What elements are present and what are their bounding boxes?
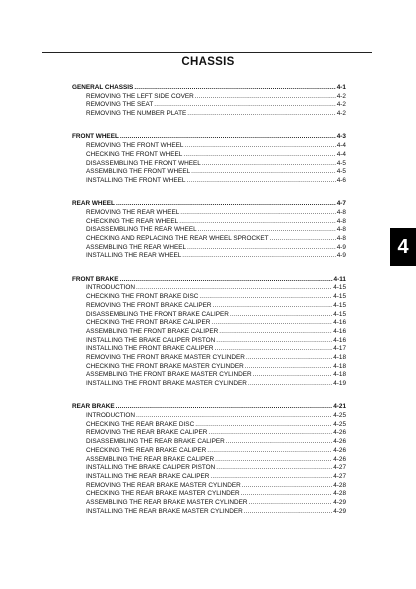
- toc-entry-title: DISASSEMBLING THE REAR BRAKE CALIPER: [86, 438, 225, 446]
- dot-leader: [241, 490, 333, 499]
- toc-entry-title: INSTALLING THE REAR BRAKE CALIPER: [86, 472, 210, 480]
- toc-entry-title: ASSEMBLING THE FRONT WHEEL: [86, 168, 191, 176]
- dot-leader: [184, 142, 335, 151]
- toc-entry[interactable]: [72, 209, 346, 218]
- dot-leader: [244, 508, 332, 517]
- toc-entry-title: REMOVING THE REAR WHEEL: [86, 208, 180, 216]
- toc-entry-page: 4-16: [333, 327, 346, 335]
- toc-entry[interactable]: [72, 302, 346, 311]
- toc-entry[interactable]: [72, 464, 346, 473]
- toc-entry[interactable]: [72, 293, 346, 302]
- toc-entry-page: 4-5: [336, 159, 346, 167]
- toc-entry-page: 4-9: [336, 243, 346, 251]
- toc-entry[interactable]: [72, 226, 346, 235]
- toc-entry-page: 4-25: [333, 420, 346, 428]
- toc-entry-page: 4-2: [336, 110, 346, 118]
- toc-entry-title: CHECKING THE REAR WHEEL: [86, 217, 179, 225]
- dot-leader: [154, 101, 336, 110]
- toc-entry-title: INSTALLING THE REAR WHEEL: [86, 252, 182, 260]
- toc-section-heading[interactable]: [72, 276, 346, 285]
- toc-entry-page: 4-26: [333, 446, 346, 454]
- toc-entry-title: INSTALLING THE REAR BRAKE MASTER CYLINDER: [86, 507, 243, 515]
- toc-entry-title: INSTALLING THE BRAKE CALIPER PISTON: [86, 464, 216, 472]
- dot-leader: [208, 429, 332, 438]
- dot-leader: [215, 345, 333, 354]
- toc-entry[interactable]: [72, 252, 346, 261]
- toc-entry-page: 4-29: [333, 507, 346, 515]
- toc-entry-title: REMOVING THE LEFT SIDE COVER: [86, 92, 194, 100]
- toc-entry-title: FRONT WHEEL: [72, 133, 119, 141]
- toc-entry-title: INSTALLING THE BRAKE CALIPER PISTON: [86, 336, 216, 344]
- dot-leader: [242, 482, 332, 491]
- toc-entry[interactable]: [72, 473, 346, 482]
- dot-leader: [230, 311, 332, 320]
- toc-entry-title: INSTALLING THE FRONT BRAKE MASTER CYLINDER: [86, 380, 247, 387]
- toc-section: [72, 192, 346, 262]
- dot-leader: [186, 177, 335, 186]
- dot-leader: [187, 110, 335, 119]
- toc-entry-page: 4-28: [333, 490, 346, 498]
- dot-leader: [134, 84, 335, 93]
- toc-entry[interactable]: [72, 93, 346, 102]
- toc-entry-title: CHECKING THE REAR BRAKE MASTER CYLINDER: [86, 490, 240, 498]
- toc-section: [72, 267, 346, 389]
- toc-entry-title: INSTALLING THE FRONT WHEEL: [86, 176, 186, 184]
- dot-leader: [120, 133, 336, 142]
- toc-entry-title: CHECKING THE FRONT BRAKE DISC: [86, 293, 199, 301]
- dot-leader: [245, 363, 332, 372]
- dot-leader: [182, 252, 335, 261]
- toc-entry[interactable]: [72, 354, 346, 363]
- toc-entry-title: REMOVING THE FRONT BRAKE CALIPER: [86, 301, 212, 309]
- toc-entry-title: REMOVING THE REAR BRAKE CALIPER: [86, 429, 208, 437]
- toc-entry-page: 4-25: [333, 412, 346, 420]
- dot-leader: [253, 371, 333, 380]
- toc-entry-page: 4-5: [336, 168, 346, 176]
- toc-entry[interactable]: [72, 429, 346, 438]
- toc-entry-title: REMOVING THE FRONT WHEEL: [86, 142, 184, 150]
- toc-entry[interactable]: [72, 438, 346, 447]
- toc-entry-title: ASSEMBLING THE FRONT BRAKE CALIPER: [86, 327, 219, 335]
- toc-entry[interactable]: [72, 499, 346, 508]
- toc-entry[interactable]: [72, 218, 346, 227]
- toc-entry[interactable]: [72, 363, 346, 372]
- toc-entry[interactable]: [72, 371, 346, 380]
- toc-entry-page: 4-4: [336, 150, 346, 158]
- toc-entry-title: DISASSEMBLING THE REAR WHEEL: [86, 226, 197, 234]
- toc-entry-page: 4-29: [333, 498, 346, 506]
- toc-entry-page: 4-3: [336, 133, 346, 141]
- toc-entry[interactable]: [72, 101, 346, 110]
- dot-leader: [226, 438, 332, 447]
- toc-entry-page: 4-8: [336, 226, 346, 234]
- dot-leader: [215, 456, 332, 465]
- toc-entry-page: 4-27: [333, 472, 346, 480]
- dot-leader: [216, 337, 332, 346]
- toc-entry-page: 4-1: [336, 84, 346, 91]
- toc-entry-title: INSTALLING THE FRONT BRAKE CALIPER: [86, 345, 214, 353]
- toc-entry-page: 4-19: [333, 380, 346, 387]
- toc-entry-title: ASSEMBLING THE REAR BRAKE MASTER CYLINDER: [86, 498, 248, 506]
- toc-entry[interactable]: [72, 490, 346, 499]
- dot-leader: [216, 464, 332, 473]
- dot-leader: [179, 218, 336, 227]
- toc-entry[interactable]: [72, 160, 346, 169]
- toc-entry[interactable]: [72, 151, 346, 160]
- toc-entry-page: 4-8: [336, 235, 346, 242]
- dot-leader: [116, 403, 333, 412]
- toc-entry[interactable]: [72, 235, 346, 244]
- toc-entry[interactable]: [72, 482, 346, 491]
- section-spacer: [72, 267, 346, 276]
- toc-entry-title: INTRODUCTION: [86, 412, 135, 420]
- dot-leader: [120, 276, 333, 285]
- toc-section-heading[interactable]: [72, 403, 346, 412]
- toc-entry[interactable]: [72, 447, 346, 456]
- toc-entry-page: 4-18: [333, 362, 346, 370]
- dot-leader: [191, 168, 336, 177]
- dot-leader: [187, 244, 336, 253]
- toc-entry-page: 4-6: [336, 176, 346, 184]
- toc-entry-page: 4-17: [333, 345, 346, 353]
- toc-entry[interactable]: [72, 110, 346, 119]
- toc-section: [72, 395, 346, 517]
- dot-leader: [195, 421, 332, 430]
- toc-entry-page: 4-15: [333, 284, 346, 292]
- toc-entry-title: ASSEMBLING THE REAR BRAKE CALIPER: [86, 455, 215, 463]
- dot-leader: [183, 151, 335, 160]
- dot-leader: [136, 412, 332, 421]
- dot-leader: [202, 160, 336, 169]
- toc-entry-page: 4-11: [333, 275, 346, 283]
- toc-entry-page: 4-15: [333, 301, 346, 309]
- toc-section-heading[interactable]: [72, 133, 346, 142]
- toc-entry-title: GENERAL CHASSIS: [72, 84, 134, 91]
- toc-entry-title: CHECKING THE FRONT BRAKE MASTER CYLINDER: [86, 362, 244, 370]
- toc-entry[interactable]: [72, 421, 346, 430]
- toc-entry-title: DISASSEMBLING THE FRONT BRAKE CALIPER: [86, 310, 229, 318]
- dot-leader: [198, 226, 336, 235]
- dot-leader: [195, 93, 336, 102]
- dot-leader: [210, 473, 332, 482]
- toc-entry-page: 4-15: [333, 310, 346, 318]
- page-title: CHASSIS: [181, 56, 235, 68]
- dot-leader: [248, 499, 332, 508]
- toc-entry-page: 4-9: [336, 252, 346, 260]
- dot-leader: [248, 380, 332, 389]
- toc-entry-page: 4-21: [333, 403, 346, 411]
- toc-entry-page: 4-26: [333, 438, 346, 446]
- toc-entry-page: 4-15: [333, 293, 346, 301]
- toc-entry-page: 4-16: [333, 319, 346, 327]
- toc-entry-title: DISASSEMBLING THE FRONT WHEEL: [86, 159, 201, 167]
- toc-entry[interactable]: [72, 319, 346, 328]
- toc-entry[interactable]: [72, 244, 346, 253]
- toc-entry-title: CHECKING THE FRONT WHEEL: [86, 150, 183, 158]
- dot-leader: [116, 200, 336, 209]
- toc-entry-title: CHECKING AND REPLACING THE REAR WHEEL SPROCKET: [86, 235, 269, 242]
- chapter-tab: [390, 228, 416, 266]
- toc-section-heading[interactable]: [72, 200, 346, 209]
- toc-entry[interactable]: [72, 142, 346, 151]
- toc-section: [72, 125, 346, 186]
- toc-entry-title: REMOVING THE NUMBER PLATE: [86, 110, 187, 118]
- toc-entry-page: 4-26: [333, 429, 346, 437]
- section-spacer: [72, 192, 346, 201]
- toc-entry-page: 4-16: [333, 336, 346, 344]
- toc-entry[interactable]: [72, 177, 346, 186]
- toc-entry-page: 4-26: [333, 455, 346, 463]
- toc-section-heading[interactable]: [72, 84, 346, 93]
- dot-leader: [136, 284, 332, 293]
- toc-entry[interactable]: [72, 311, 346, 320]
- toc-entry[interactable]: [72, 284, 346, 293]
- toc-entry[interactable]: [72, 168, 346, 177]
- dot-leader: [199, 293, 332, 302]
- toc-entry-title: CHECKING THE FRONT BRAKE CALIPER: [86, 319, 211, 327]
- toc-entry-title: REMOVING THE FRONT BRAKE MASTER CYLINDER: [86, 353, 245, 361]
- section-spacer: [72, 125, 346, 134]
- toc-entry-page: 4-28: [333, 481, 346, 489]
- toc-entry-page: 4-2: [336, 92, 346, 100]
- toc-entry-title: INTRODUCTION: [86, 284, 135, 292]
- toc-entry-page: 4-27: [333, 464, 346, 472]
- toc-entry-title: REAR BRAKE: [72, 403, 115, 411]
- toc-entry-page: 4-18: [333, 371, 346, 379]
- toc-entry-title: REMOVING THE REAR BRAKE MASTER CYLINDER: [86, 481, 241, 489]
- toc-entry-page: 4-7: [336, 200, 346, 208]
- dot-leader: [211, 319, 332, 328]
- toc-entry-page: 4-2: [336, 101, 346, 109]
- dot-leader: [270, 235, 336, 244]
- toc-entry[interactable]: [72, 337, 346, 346]
- toc-entry[interactable]: [72, 345, 346, 354]
- toc-entry-title: REAR WHEEL: [72, 200, 115, 208]
- toc-entry-title: CHECKING THE REAR BRAKE CALIPER: [86, 446, 207, 454]
- toc-entry[interactable]: [72, 412, 346, 421]
- dot-leader: [212, 302, 332, 311]
- toc-entry[interactable]: [72, 328, 346, 337]
- toc-entry-title: FRONT BRAKE: [72, 275, 119, 283]
- toc-entry[interactable]: [72, 380, 346, 389]
- table-of-contents: [72, 84, 346, 522]
- dot-leader: [180, 209, 335, 218]
- toc-entry[interactable]: [72, 508, 346, 517]
- dot-leader: [246, 354, 332, 363]
- toc-entry-page: 4-4: [336, 142, 346, 150]
- toc-entry[interactable]: [72, 456, 346, 465]
- toc-entry-page: 4-8: [336, 217, 346, 225]
- toc-entry-page: 4-8: [336, 208, 346, 216]
- dot-leader: [219, 328, 332, 337]
- toc-entry-title: CHECKING THE REAR BRAKE DISC: [86, 420, 195, 428]
- toc-entry-title: ASSEMBLING THE FRONT BRAKE MASTER CYLINDER: [86, 371, 252, 379]
- section-spacer: [72, 395, 346, 404]
- toc-entry-page: 4-18: [333, 353, 346, 361]
- chapter-number: 4: [397, 235, 409, 258]
- dot-leader: [207, 447, 332, 456]
- toc-entry-title: ASSEMBLING THE REAR WHEEL: [86, 243, 187, 251]
- toc-section: [72, 84, 346, 119]
- toc-entry-title: REMOVING THE SEAT: [86, 101, 154, 109]
- title-rule: [42, 52, 372, 53]
